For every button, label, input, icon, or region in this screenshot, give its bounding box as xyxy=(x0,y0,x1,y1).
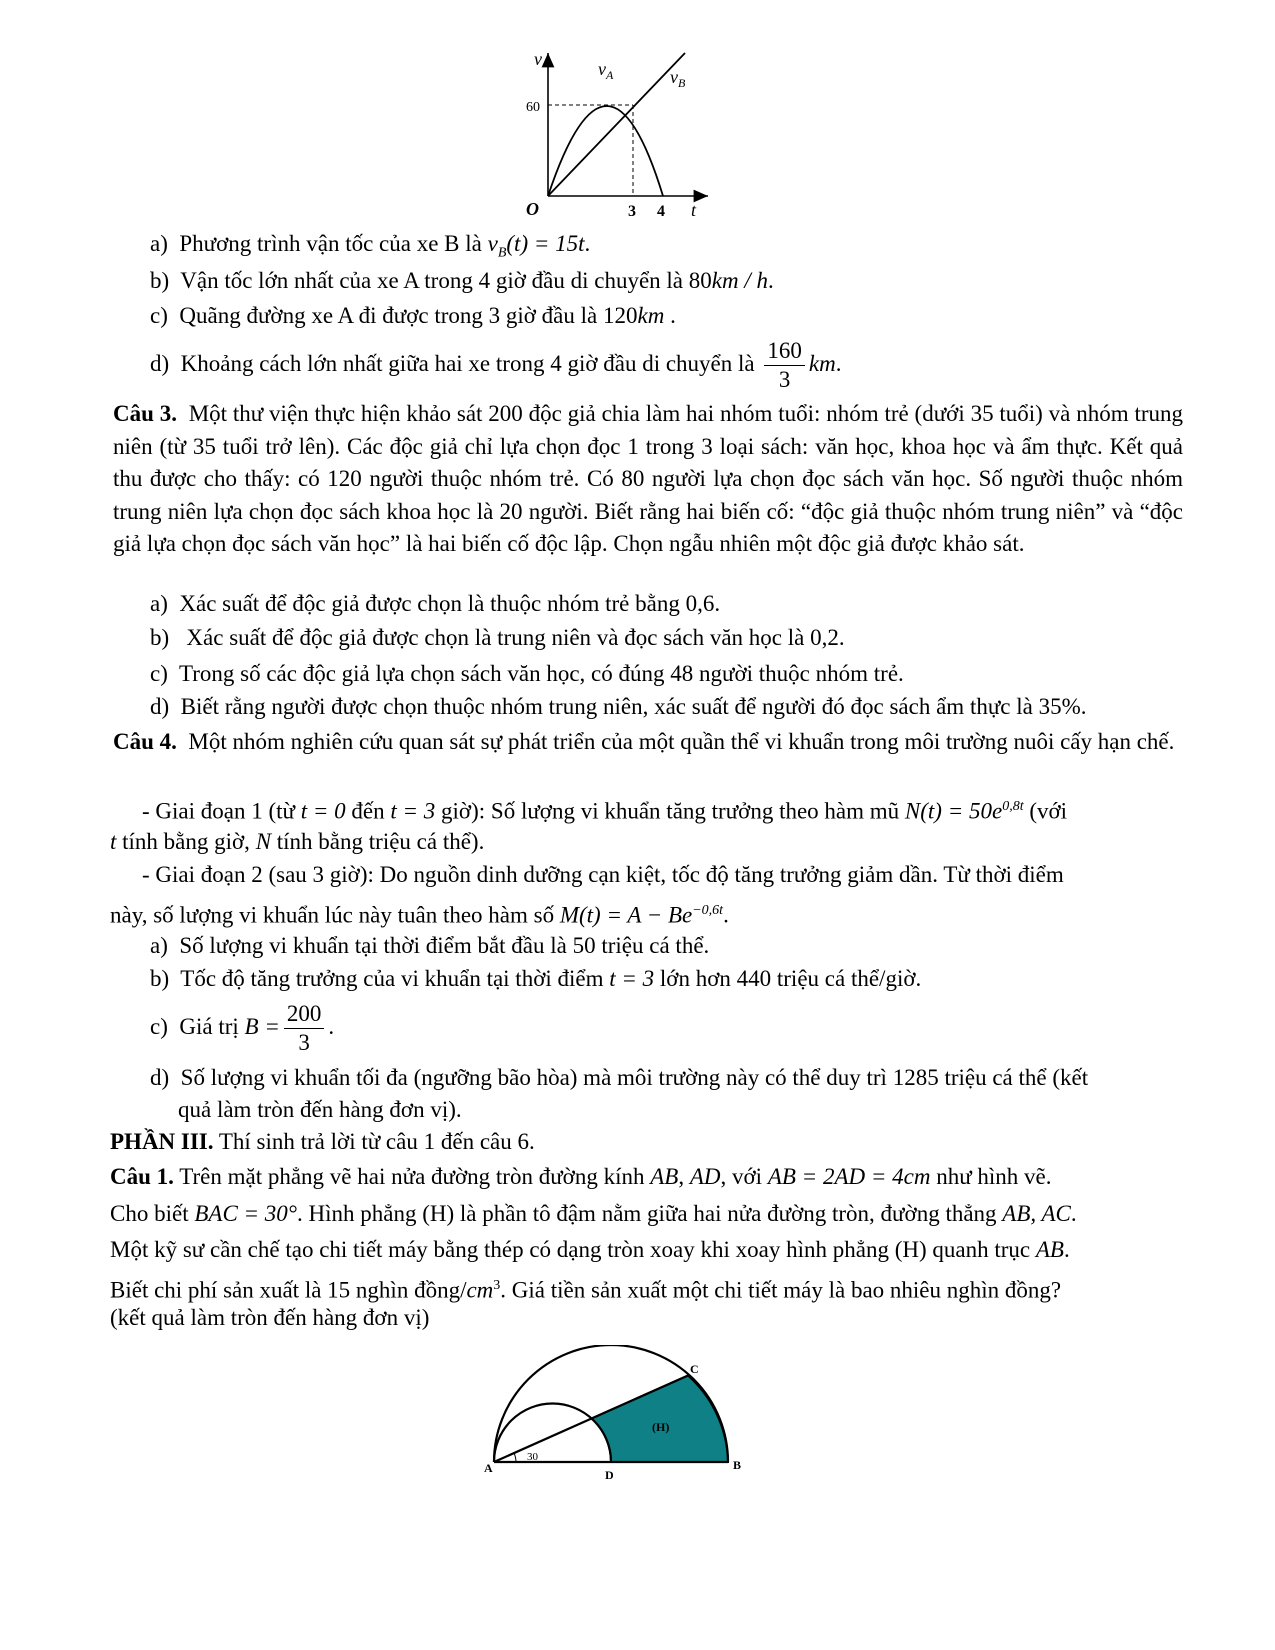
y-tick-60: 60 xyxy=(526,100,540,115)
q2-item-c: c) Quãng đường xe A đi được trong 3 giờ đầu là 120km . xyxy=(150,303,676,328)
angle-arc xyxy=(514,1453,516,1462)
q4-stem: Câu 4. Một nhóm nghiên cứu quan sát sự phát triển của một quần thể vi khuẩn trong môi trường nuôi cấy hạn chế. xyxy=(113,729,1175,754)
origin-label: O xyxy=(526,199,539,219)
part3-heading: PHẦN III. Thí sinh trả lời từ câu 1 đến câu 6. xyxy=(110,1129,535,1154)
q3-item-a: a) Xác suất để độc giả được chọn là thuộc nhóm trẻ bằng 0,6. xyxy=(150,591,721,616)
q2-item-d: d) Khoảng cách lớn nhất giữa hai xe trong 4 giờ đầu di chuyển là $\frac{160}{3}$ km. xyxy=(150,338,842,392)
angle-label: 30 xyxy=(527,1451,538,1463)
vA-curve xyxy=(548,106,663,196)
q2-item-a: a) Phương trình vận tốc của xe B là $v_B(t) = 15t$. xyxy=(150,231,591,261)
vB-line xyxy=(548,53,685,196)
x-tick-4: 4 xyxy=(657,203,665,220)
q4-item-d-cont: quả làm tròn đến hàng đơn vị). xyxy=(178,1097,462,1122)
t-axis-label: t xyxy=(691,200,697,220)
point-A: A xyxy=(484,1461,493,1475)
q1p3-line2: Cho biết BAC = 30°. Hình phẳng (H) là phần tô đậm nằm giữa hai nửa đường tròn, đường thẳng AB, AC. xyxy=(110,1201,1077,1226)
q4-item-c: c) Giá trị B = $\frac{200}{3}$ . xyxy=(150,1001,335,1055)
q4-phase1-line1: - Giai đoạn 1 (từ t = 0 đến t = 3 giờ): Số lượng vi khuẩn tăng trưởng theo hàm mũ $N(t) = 50e^{0,8t}$ (với xyxy=(142,798,1068,824)
q1p3-line3: Một kỹ sư cần chế tạo chi tiết máy bằng thép có dạng tròn xoay khi xoay hình phẳng (H) quanh trục AB. xyxy=(110,1237,1070,1262)
fraction-160-3: $\frac{160}{3}$ xyxy=(764,337,805,394)
q3-stem: Câu 3. Một thư viện thực hiện khảo sát 200 độc giả chia làm hai nhóm tuổi: nhóm trẻ (dưới 35 tuổi) và nhóm trung niên (từ 35 tuổi trở lên). Các độc giả chỉ lựa chọn đọc 1 trong 3 loại sách: văn học, khoa học và ẩm thực. Kết quả thu được cho thấy: có 120 người thuộc nhóm trẻ. Có 80 người lựa chọn đọc sách văn học. Số người thuộc nhóm trung niên lựa chọn đọc sách khoa học là 20 người. Biết rằng hai biến cố: “độc giả thuộc nhóm trung niên” và “độc giả lựa chọn đọc sách văn học” là hai biến cố độc lập. Chọn ngẫu nhiên một độc giả được khảo sát. xyxy=(113,401,1184,556)
semicircle-figure xyxy=(480,1345,760,1485)
point-B: B xyxy=(733,1458,742,1472)
q3-item-c: c) Trong số các độc giả lựa chọn sách văn học, có đúng 48 người thuộc nhóm trẻ. xyxy=(150,661,904,686)
vA-label: $v_A$ xyxy=(598,59,614,82)
q3-item-b: b) Xác suất để độc giả được chọn là trung niên và đọc sách văn học là 0,2. xyxy=(150,625,845,650)
q4-phase2-line2: này, số lượng vi khuẩn lúc này tuân theo hàm số $M(t) = A - Be^{-0,6t}$. xyxy=(110,902,729,928)
q1p3-line4: Biết chi phí sản xuất là 15 nghìn đồng/$cm^3$. Giá tiền sản xuất một chi tiết máy là bao nhiêu nghìn đồng? xyxy=(110,1277,1062,1303)
q4-item-d: d) Số lượng vi khuẩn tối đa (ngưỡng bão hòa) mà môi trường này có thể duy trì 1285 triệu cá thể (kết xyxy=(150,1065,1089,1090)
q2-item-b: b) Vận tốc lớn nhất của xe A trong 4 giờ đầu di chuyển là 80km / h. xyxy=(150,268,774,293)
point-D: D xyxy=(605,1468,614,1482)
q4-item-a: a) Số lượng vi khuẩn tại thời điểm bắt đầu là 50 triệu cá thể. xyxy=(150,933,710,958)
q1p3-line5: (kết quả làm tròn đến hàng đơn vị) xyxy=(110,1305,430,1330)
v-axis-label: v xyxy=(534,49,542,69)
q4-item-b: b) Tốc độ tăng trưởng của vi khuẩn tại thời điểm t = 3 lớn hơn 440 triệu cá thể/giờ. xyxy=(150,966,922,991)
fraction-200-3: $\frac{200}{3}$ xyxy=(284,1000,325,1057)
x-tick-3: 3 xyxy=(628,203,636,220)
q4-phase1-line2: t tính bằng giờ, N tính bằng triệu cá thể). xyxy=(110,829,485,854)
point-C: C xyxy=(690,1362,699,1376)
velocity-graph xyxy=(510,45,740,225)
q4-phase2-line1: - Giai đoạn 2 (sau 3 giờ): Do nguồn dinh dưỡng cạn kiệt, tốc độ tăng trưởng giảm dần. Từ thời điểm xyxy=(142,862,1064,887)
region-H-label: (H) xyxy=(652,1420,670,1434)
vB-label: $v_B$ xyxy=(670,67,686,90)
q1p3-line1: Câu 1. Trên mặt phẳng vẽ hai nửa đường tròn đường kính AB, AD, với AB = 2AD = 4cm như hình vẽ. xyxy=(110,1164,1052,1189)
q3-item-d: d) Biết rằng người được chọn thuộc nhóm trung niên, xác suất để người đó đọc sách ẩm thực là 35%. xyxy=(150,694,1087,719)
